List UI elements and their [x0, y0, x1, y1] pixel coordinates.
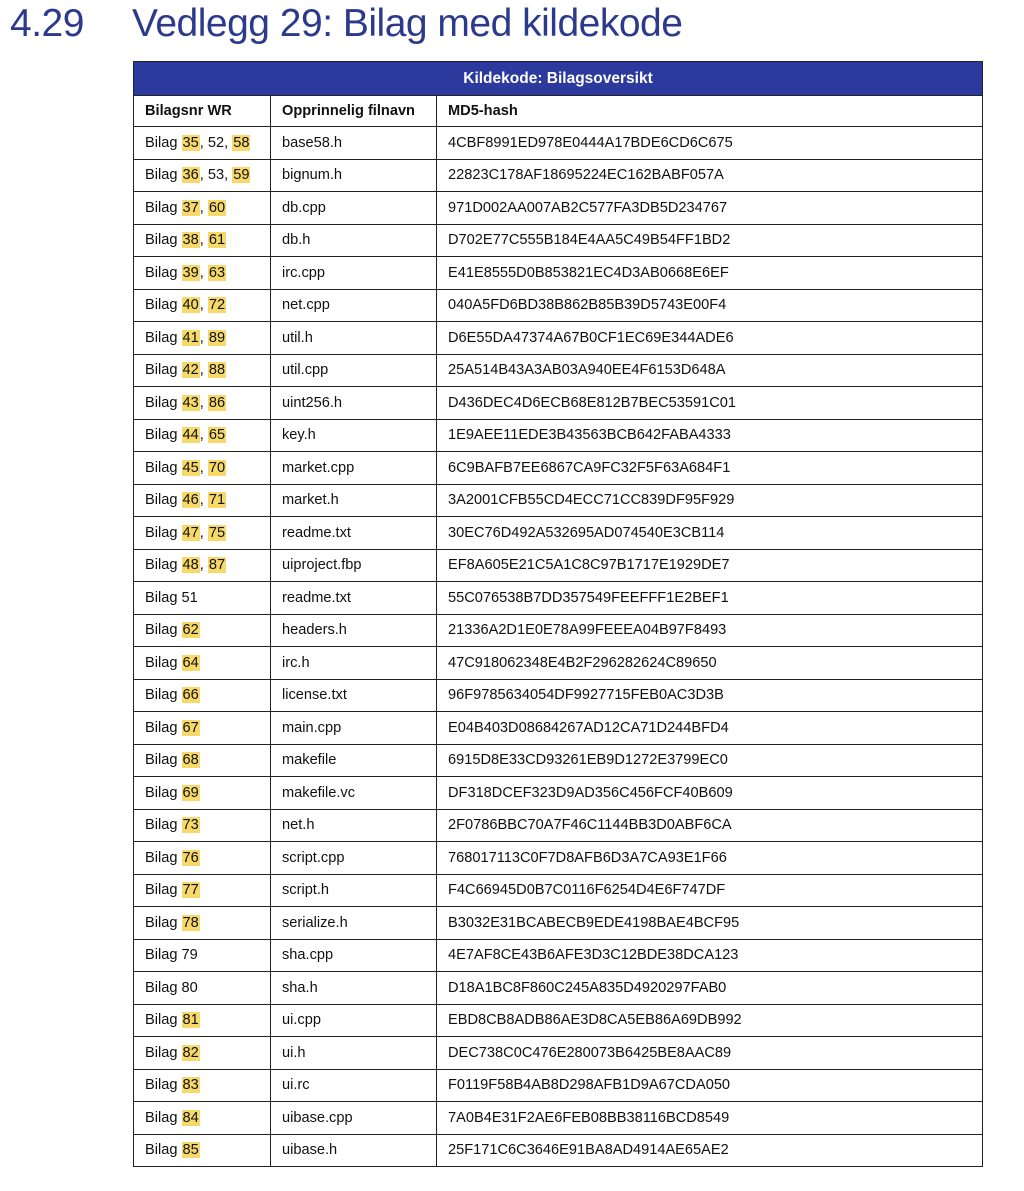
highlighted-bilag-number: 36: [182, 167, 199, 184]
table-row: [134, 907, 983, 940]
table-row: [134, 582, 983, 615]
bilag-prefix: Bilag: [145, 394, 178, 411]
highlighted-bilag-number: 69: [182, 784, 199, 801]
md5-cell: D18A1BC8F860C245A835D4920297FAB0: [437, 972, 983, 1005]
filename-cell: makefile: [271, 744, 437, 777]
md5-cell: 768017113C0F7D8AFB6D3A7CA93E1F66: [437, 842, 983, 875]
filename-cell: ui.h: [271, 1037, 437, 1070]
md5-cell: 1E9AEE11EDE3B43563BCB642FABA4333: [437, 419, 983, 452]
highlighted-bilag-number: 41: [182, 329, 199, 346]
filename-cell: serialize.h: [271, 907, 437, 940]
table-row: [134, 777, 983, 810]
bilag-ref-cell: Bilag 42, 88: [134, 354, 271, 387]
bilag-prefix: Bilag: [145, 752, 178, 769]
highlighted-bilag-number: 39: [182, 264, 199, 281]
bilag-ref-cell: Bilag 40, 72: [134, 289, 271, 322]
highlighted-bilag-number: 81: [182, 1012, 199, 1029]
filename-cell: market.cpp: [271, 452, 437, 485]
bilag-prefix: Bilag: [145, 427, 178, 444]
column-header-filename: Opprinnelig filnavn: [271, 96, 437, 127]
md5-cell: 25F171C6C3646E91BA8AD4914AE65AE2: [437, 1134, 983, 1167]
source-code-table: [133, 61, 983, 1167]
bilag-ref-cell: Bilag 43, 86: [134, 387, 271, 420]
bilag-number: 52: [207, 134, 225, 151]
md5-cell: 4E7AF8CE43B6AFE3D3C12BDE38DCA123: [437, 939, 983, 972]
md5-cell: D6E55DA47374A67B0CF1EC69E344ADE6: [437, 322, 983, 355]
table-row: [134, 517, 983, 550]
filename-cell: headers.h: [271, 614, 437, 647]
bilag-prefix: Bilag: [145, 947, 178, 964]
filename-cell: util.h: [271, 322, 437, 355]
md5-cell: 040A5FD6BD38B862B85B39D5743E00F4: [437, 289, 983, 322]
bilag-ref-cell: Bilag 41, 89: [134, 322, 271, 355]
bilag-number: 80: [181, 979, 198, 996]
highlighted-bilag-number: 73: [182, 817, 199, 834]
md5-cell: 2F0786BBC70A7F46C1144BB3D0ABF6CA: [437, 809, 983, 842]
bilag-prefix: Bilag: [145, 914, 178, 931]
bilag-prefix: Bilag: [145, 622, 178, 639]
bilag-ref-cell: Bilag 46, 71: [134, 484, 271, 517]
bilag-prefix: Bilag: [145, 817, 178, 834]
bilag-ref-cell: [134, 679, 271, 712]
highlighted-bilag-number: 75: [208, 524, 226, 541]
bilag-ref-cell: Bilag 38, 61: [134, 224, 271, 257]
filename-cell: uint256.h: [271, 387, 437, 420]
filename-cell: sha.h: [271, 972, 437, 1005]
bilag-ref-cell: [134, 647, 271, 680]
highlighted-bilag-number: 76: [182, 849, 199, 866]
bilag-prefix: Bilag: [145, 849, 178, 866]
bilag-prefix: Bilag: [145, 1142, 178, 1159]
bilag-prefix: Bilag: [145, 1012, 178, 1029]
filename-cell: script.h: [271, 874, 437, 907]
highlighted-bilag-number: 87: [208, 557, 226, 574]
md5-cell: 55C076538B7DD357549FEEFFF1E2BEF1: [437, 582, 983, 615]
table-row: [134, 549, 983, 582]
column-header-bilagsnr: Bilagsnr WR: [134, 96, 271, 127]
highlighted-bilag-number: 63: [208, 264, 226, 281]
highlighted-bilag-number: 66: [182, 687, 199, 704]
highlighted-bilag-number: 72: [208, 297, 226, 314]
bilag-ref-cell: [134, 907, 271, 940]
highlighted-bilag-number: 46: [182, 492, 199, 509]
table-row: [134, 1134, 983, 1167]
highlighted-bilag-number: 62: [182, 622, 199, 639]
highlighted-bilag-number: 65: [208, 427, 226, 444]
filename-cell: ui.rc: [271, 1069, 437, 1102]
filename-cell: market.h: [271, 484, 437, 517]
bilag-prefix: Bilag: [145, 362, 178, 379]
bilag-ref-cell: [134, 874, 271, 907]
filename-cell: readme.txt: [271, 517, 437, 550]
table-row: [134, 614, 983, 647]
bilag-prefix: Bilag: [145, 459, 178, 476]
filename-cell: irc.cpp: [271, 257, 437, 290]
bilag-ref-cell: [134, 1102, 271, 1135]
bilag-prefix: Bilag: [145, 524, 178, 541]
highlighted-bilag-number: 68: [182, 752, 199, 769]
bilag-prefix: Bilag: [145, 557, 178, 574]
bilag-ref-cell: Bilag 48, 87: [134, 549, 271, 582]
md5-cell: 6915D8E33CD93261EB9D1272E3799EC0: [437, 744, 983, 777]
highlighted-bilag-number: 44: [182, 427, 199, 444]
bilag-prefix: Bilag: [145, 784, 178, 801]
filename-cell: net.cpp: [271, 289, 437, 322]
highlighted-bilag-number: 61: [208, 232, 226, 249]
table-row: [134, 289, 983, 322]
md5-cell: B3032E31BCABECB9EDE4198BAE4BCF95: [437, 907, 983, 940]
bilag-prefix: Bilag: [145, 297, 178, 314]
filename-cell: ui.cpp: [271, 1004, 437, 1037]
table-row: [134, 387, 983, 420]
md5-cell: D436DEC4D6ECB68E812B7BEC53591C01: [437, 387, 983, 420]
bilag-prefix: Bilag: [145, 687, 178, 704]
md5-cell: 25A514B43A3AB03A940EE4F6153D648A: [437, 354, 983, 387]
md5-cell: 6C9BAFB7EE6867CA9FC32F5F63A684F1: [437, 452, 983, 485]
bilag-prefix: Bilag: [145, 492, 178, 509]
filename-cell: net.h: [271, 809, 437, 842]
highlighted-bilag-number: 88: [208, 362, 226, 379]
md5-cell: 30EC76D492A532695AD074540E3CB114: [437, 517, 983, 550]
md5-cell: 971D002AA007AB2C577FA3DB5D234767: [437, 192, 983, 225]
bilag-prefix: Bilag: [145, 654, 178, 671]
bilag-ref-cell: [134, 1037, 271, 1070]
md5-cell: DF318DCEF323D9AD356C456FCF40B609: [437, 777, 983, 810]
md5-cell: EF8A605E21C5A1C8C97B1717E1929DE7: [437, 549, 983, 582]
bilag-number: 51: [181, 589, 198, 606]
md5-cell: E04B403D08684267AD12CA71D244BFD4: [437, 712, 983, 745]
filename-cell: util.cpp: [271, 354, 437, 387]
highlighted-bilag-number: 83: [182, 1077, 199, 1094]
highlighted-bilag-number: 85: [182, 1142, 199, 1159]
section-heading: [10, 2, 682, 46]
bilag-ref-cell: [134, 1134, 271, 1167]
bilag-prefix: Bilag: [145, 199, 178, 216]
filename-cell: uibase.h: [271, 1134, 437, 1167]
bilag-ref-cell: Bilag 37, 60: [134, 192, 271, 225]
md5-cell: F0119F58B4AB8D298AFB1D9A67CDA050: [437, 1069, 983, 1102]
table-row: [134, 744, 983, 777]
bilag-ref-cell: [134, 842, 271, 875]
bilag-ref-cell: [134, 972, 271, 1005]
table-row: [134, 322, 983, 355]
bilag-ref-cell: Bilag 35, 52, 58: [134, 127, 271, 160]
bilag-ref-cell: Bilag 36, 53, 59: [134, 159, 271, 192]
highlighted-bilag-number: 42: [182, 362, 199, 379]
table-row: [134, 452, 983, 485]
bilag-prefix: Bilag: [145, 1109, 178, 1126]
table-row: [134, 484, 983, 517]
bilag-ref-cell: [134, 744, 271, 777]
table-row: [134, 419, 983, 452]
highlighted-bilag-number: 78: [182, 914, 199, 931]
highlighted-bilag-number: 86: [208, 394, 226, 411]
table-row: [134, 1004, 983, 1037]
bilag-ref-cell: [134, 939, 271, 972]
bilag-prefix: Bilag: [145, 882, 178, 899]
bilag-ref-cell: Bilag 44, 65: [134, 419, 271, 452]
table-row: [134, 127, 983, 160]
bilag-ref-cell: [134, 712, 271, 745]
table-row: [134, 679, 983, 712]
filename-cell: readme.txt: [271, 582, 437, 615]
filename-cell: uibase.cpp: [271, 1102, 437, 1135]
bilag-ref-cell: Bilag 45, 70: [134, 452, 271, 485]
bilag-ref-cell: Bilag 39, 63: [134, 257, 271, 290]
md5-cell: F4C66945D0B7C0116F6254D4E6F747DF: [437, 874, 983, 907]
filename-cell: script.cpp: [271, 842, 437, 875]
highlighted-bilag-number: 37: [182, 199, 199, 216]
bilag-prefix: Bilag: [145, 979, 178, 996]
table-row: [134, 224, 983, 257]
md5-cell: 21336A2D1E0E78A99FEEEA04B97F8493: [437, 614, 983, 647]
highlighted-bilag-number: 82: [182, 1044, 199, 1061]
bilag-ref-cell: [134, 777, 271, 810]
highlighted-bilag-number: 70: [208, 459, 226, 476]
bilag-prefix: Bilag: [145, 1077, 178, 1094]
md5-cell: 7A0B4E31F2AE6FEB08BB38116BCD8549: [437, 1102, 983, 1135]
highlighted-bilag-number: 40: [182, 297, 199, 314]
section-number: 4.29: [10, 2, 84, 45]
filename-cell: sha.cpp: [271, 939, 437, 972]
md5-cell: 47C918062348E4B2F296282624C89650: [437, 647, 983, 680]
table-row: [134, 354, 983, 387]
table-row: [134, 874, 983, 907]
table-row: [134, 712, 983, 745]
table-row: [134, 159, 983, 192]
md5-cell: 96F9785634054DF9927715FEB0AC3D3B: [437, 679, 983, 712]
filename-cell: base58.h: [271, 127, 437, 160]
bilag-prefix: Bilag: [145, 232, 178, 249]
table-row: [134, 257, 983, 290]
table-caption: Kildekode: Bilagsoversikt: [134, 62, 983, 96]
md5-cell: 3A2001CFB55CD4ECC71CC839DF95F929: [437, 484, 983, 517]
md5-cell: E41E8555D0B853821EC4D3AB0668E6EF: [437, 257, 983, 290]
highlighted-bilag-number: 48: [182, 557, 199, 574]
highlighted-bilag-number: 45: [182, 459, 199, 476]
bilag-prefix: Bilag: [145, 329, 178, 346]
table-row: [134, 939, 983, 972]
table-row: [134, 192, 983, 225]
table-row: [134, 842, 983, 875]
highlighted-bilag-number: 59: [233, 167, 250, 184]
filename-cell: uiproject.fbp: [271, 549, 437, 582]
filename-cell: bignum.h: [271, 159, 437, 192]
table-row: [134, 1037, 983, 1070]
filename-cell: license.txt: [271, 679, 437, 712]
filename-cell: irc.h: [271, 647, 437, 680]
md5-cell: DEC738C0C476E280073B6425BE8AAC89: [437, 1037, 983, 1070]
bilag-number: 79: [181, 947, 198, 964]
highlighted-bilag-number: 71: [208, 492, 226, 509]
bilag-ref-cell: [134, 614, 271, 647]
bilag-prefix: Bilag: [145, 719, 178, 736]
highlighted-bilag-number: 77: [182, 882, 199, 899]
filename-cell: key.h: [271, 419, 437, 452]
bilag-ref-cell: [134, 582, 271, 615]
filename-cell: main.cpp: [271, 712, 437, 745]
filename-cell: makefile.vc: [271, 777, 437, 810]
bilag-ref-cell: Bilag 47, 75: [134, 517, 271, 550]
table-header-row: [134, 96, 983, 127]
bilag-prefix: Bilag: [145, 134, 178, 151]
bilag-number: 53: [207, 167, 225, 184]
table-row: [134, 972, 983, 1005]
bilag-prefix: Bilag: [145, 167, 178, 184]
bilag-prefix: Bilag: [145, 264, 178, 281]
md5-cell: 22823C178AF18695224EC162BABF057A: [437, 159, 983, 192]
table-banner-row: [134, 62, 983, 96]
highlighted-bilag-number: 58: [233, 134, 250, 151]
bilag-ref-cell: [134, 1069, 271, 1102]
highlighted-bilag-number: 35: [182, 134, 199, 151]
filename-cell: db.h: [271, 224, 437, 257]
highlighted-bilag-number: 64: [182, 654, 199, 671]
highlighted-bilag-number: 43: [182, 394, 199, 411]
bilag-ref-cell: [134, 1004, 271, 1037]
column-header-md5: MD5-hash: [437, 96, 983, 127]
highlighted-bilag-number: 67: [182, 719, 199, 736]
bilag-ref-cell: [134, 809, 271, 842]
table-row: [134, 1069, 983, 1102]
section-title: Vedlegg 29: Bilag med kildekode: [132, 2, 683, 45]
highlighted-bilag-number: 89: [208, 329, 226, 346]
highlighted-bilag-number: 47: [182, 524, 199, 541]
md5-cell: 4CBF8991ED978E0444A17BDE6CD6C675: [437, 127, 983, 160]
md5-cell: D702E77C555B184E4AA5C49B54FF1BD2: [437, 224, 983, 257]
bilag-prefix: Bilag: [145, 589, 178, 606]
table-row: [134, 809, 983, 842]
bilag-prefix: Bilag: [145, 1044, 178, 1061]
highlighted-bilag-number: 84: [182, 1109, 199, 1126]
filename-cell: db.cpp: [271, 192, 437, 225]
table-row: [134, 647, 983, 680]
table-row: [134, 1102, 983, 1135]
highlighted-bilag-number: 38: [182, 232, 199, 249]
md5-cell: EBD8CB8ADB86AE3D8CA5EB86A69DB992: [437, 1004, 983, 1037]
highlighted-bilag-number: 60: [208, 199, 226, 216]
